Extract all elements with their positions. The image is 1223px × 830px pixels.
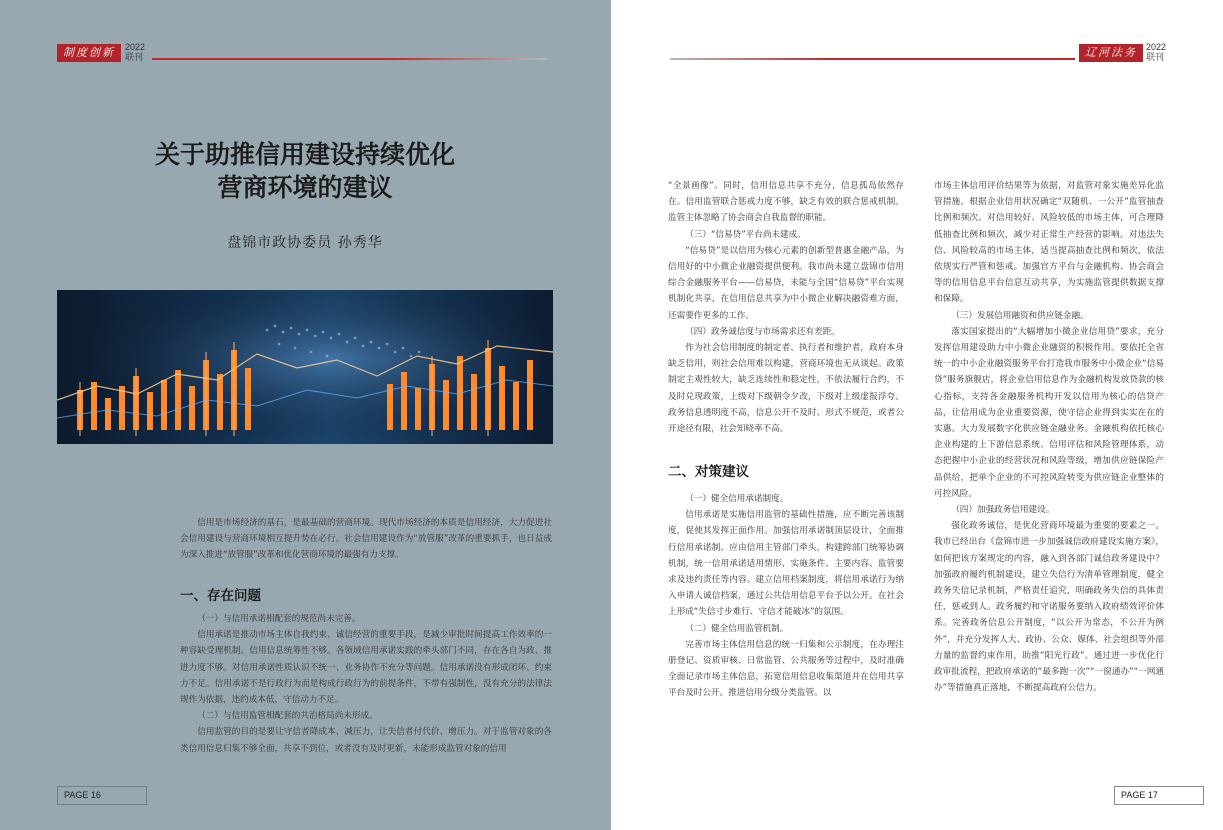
section1-para: （二）与信用监管相配套的共治格局尚未形成。 <box>197 711 378 722</box>
page-number-left: PAGE 16 <box>57 786 147 805</box>
financial-chart-illustration <box>57 290 553 444</box>
column-para: （一）健全信用承诺制度。 <box>685 494 789 504</box>
column-para: “全景画像”。同时，信用信息共享不充分，信息孤岛依然存在。信用监管联合惩戒力度不够，缺乏有效的联合惩戒机制。监管主体忽略了协会商会自我监督的职能。 <box>668 181 904 224</box>
column-para: （三）“信易贷”平台尚未建成。 <box>685 229 806 240</box>
article-title-line2: 营商环境的建议 <box>217 173 393 202</box>
section1-body <box>180 611 552 757</box>
hero-image <box>57 290 553 444</box>
column-para: 落实国家提出的“大幅增加小微企业信用贷”要求，充分发挥信用建设助力中小微企业融资的积极作用。要依托全省统一的中小企业融资服务平台打造我市服务中小微企业“信易贷”服务旗舰店，将企业信用信息作为金融机构发放贷款的核心指标，支持各金融服务机构开发以信用为核心的信贷产品，让信用成为企业重要资源，使守信企业得到实实在在的实惠。大力发展数字化供应链金融业务。金融机构依托核心企业构建的上下游信息系统、信用评估和风险管理体系，动态把握中小企业的经营状况和风险等级，增加供应链保险产品供给，把单个企业的不可控风险转变为供应链企业整体的可控风险。 <box>934 326 1164 499</box>
year-text: 2022 <box>1146 42 1167 52</box>
left-page <box>0 0 611 830</box>
page-number-right: PAGE 17 <box>1114 786 1204 805</box>
column-para: （四）政务诚信度与市场需求还有差距。 <box>685 326 840 337</box>
right-column-1-bottom <box>668 491 904 702</box>
column-para: 作为社会信用制度的制定者、执行者和维护者，政府本身缺乏信用，则社会信用难以构建，营商环境也无从谈起。政策制定主观性较大，缺乏连续性和稳定性，不依法履行合约，不及时兑现政策，上级对下级朝令夕改，下级对上级虚报浮夸。政务信息透明度不高，信息公开不及时、形式不规范，或者公开途径有限，社会知晓率不高。 <box>668 343 904 435</box>
column-para: “信易贷”是以信用为核心元素的创新型普惠金融产品，为信用好的中小微企业融资提供便利。我市尚未建立盘锦市信用综合金融服务平台——信易贷，未能与全国“信易贷”平台实现机制化共享，在信用信息共享为中小微企业解决融资难方面，还需要作更多的工作。 <box>668 245 904 321</box>
section1-para: （一）与信用承诺相配套的规范尚未完善。 <box>197 614 361 624</box>
column-para: 信用承诺是实施信用监管的基础性措施，应不断完善该制度，促使其发挥正面作用。加强信用承诺制顶层设计，全面推行信用承诺制。应由信用主管部门牵头，构建跨部门统筹协调机制，统一信用承诺适用情形、实施条件、主要内容、监管要求及违约责任等内容。建立信用档案制度，将信用承诺行为纳入申请人诚信档案，通过公共信用信息平台予以公开。在社会上形成“失信寸步难行、守信才能破冰”的氛围。 <box>668 510 904 618</box>
issue-text: 联刊 <box>1146 52 1165 62</box>
intro-text: 信用是市场经济的基石，是最基础的营商环境。现代市场经济的本质是信用经济，大力促进社会信用建设与营商环境相互提升势在必行。社会信用建设作为“放管服”改革的重要抓手，也日益成为深入推进“放管服”改革和优化营商环境的最强有力支撑。 <box>180 518 552 561</box>
right-column-1-top <box>668 178 904 437</box>
issue-year-right <box>1146 42 1166 62</box>
section2-heading: 二、对策建议 <box>668 464 749 480</box>
issue-text: 联刊 <box>125 52 144 62</box>
section-tag-right: 辽河法务 <box>1079 44 1143 62</box>
header-rule-right <box>670 58 1075 60</box>
issue-year <box>125 42 145 62</box>
right-column-2 <box>934 178 1164 697</box>
section-tag: 制度创新 <box>57 44 121 62</box>
header-rule <box>152 58 547 60</box>
column-para: （三）发展信用融资和供应链金融。 <box>951 310 1089 321</box>
column-para: （二）健全信用监管机制。 <box>685 623 789 634</box>
section1-para: 信用承诺是推动市场主体自我约束、诚信经营的重要手段，是减少审批时间提高工作效率的一种容缺受理机制。信用信息统筹性不够。各领域信用承诺实践的牵头部门不同，存在各自为政、推进力度不够。对信用承诺性质认识不统一、业务协作不充分等问题。信用承诺没有形成闭环、约束力不足。信用承诺不是行政行为而是构成行政行为的前提条件，不带有强制性，没有充分的法律法规作为依据，违约成本低，守信动力不足。 <box>180 630 552 706</box>
column-para: 市场主体信用评价结果等为依据，对监管对象实施差异化监管措施。根据企业信用状况确定“双随机、一公开”监管抽查比例和频次。对信用较好、风险较低的市场主体，可合理降低抽查比例和频次，减少对正常生产经营的影响。对违法失信、风险较高的市场主体，适当提高抽查比例和频次，依法依规实行严管和惩戒。加强官方平台与金融机构、协会商会等的信用信息平台信息互动共享，为实施监管提供数据支撑和保障。 <box>934 181 1164 305</box>
column-para: （四）加强政务信用建设。 <box>951 505 1055 516</box>
section1-heading: 一、存在问题 <box>180 588 261 604</box>
year-text: 2022 <box>125 42 146 52</box>
intro-paragraph <box>180 515 552 564</box>
column-para: 完善市场主体信用信息的统一归集和公示制度，在办理注册登记、资质审核、日常监管、公共服务等过程中，及时准确全面记录市场主体信息，拓宽信用信息收集渠道并在信用共享平台及时公开。推进信用分级分类监管。以 <box>668 639 904 699</box>
article-title-line1: 关于助推信用建设持续优化 <box>154 140 455 169</box>
author-byline: 盘锦市政协委员 孙秀华 <box>227 235 383 251</box>
column-para: 强化政务诚信，是优化营商环境最为重要的要素之一。我市已经出台《盘锦市进一步加强诚信政府建设实施方案》，如何把该方案规定的内容，融入到各部门诚信政务建设中？加强政府履约机制建设，建立失信行为清单管理制度，健全政务失信记录机制，严格责任追究，明确政务失信的具体责任，惩戒到人。政务履约和守诺服务要纳入政府绩效评价体系。完善政务信息公开制度，“以公开为常态，不公开为例外”，并充分发挥人大、政协、公众、媒体、社会组织等外部力量的监督约束作用，助推“阳光行政”。通过进一步优化行政审批流程，把政府承诺的“最多跑一次”“一窗通办”“一网通办”等措施真正落地，不断提高政府公信力。 <box>934 521 1164 694</box>
section1-para: 信用监管的目的是要让守信者降成本、减压力，让失信者付代价、增压力。对于监管对象的各类信用信息归集不够全面，共享不到位，或者没有及时更新，未能形成监管对象的信用 <box>180 727 552 754</box>
